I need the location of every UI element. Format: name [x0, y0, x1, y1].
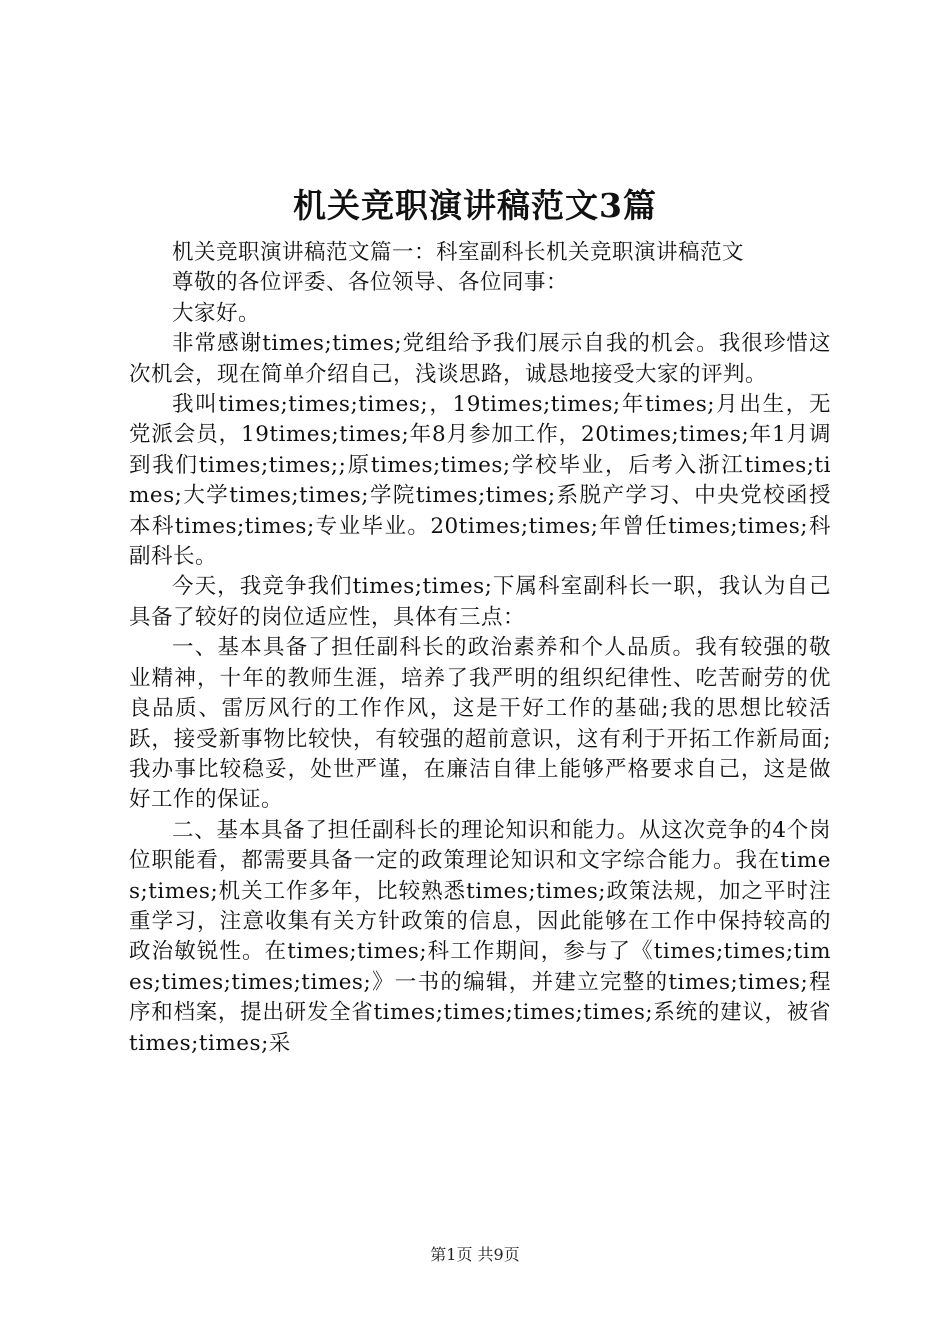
paragraph-point-one: 一、基本具备了担任副科长的政治素养和个人品质。我有较强的敬业精神，十年的教师生涯，培养了我严明的组织纪律性、吃苦耐劳的优良品质、雷厉风行的工作作风，这是干好工作的基础;我的思想比较活跃，接受新事物比较快，有较强的超前意识，这有利于开拓工作新局面;我办事比较稳妥，处世严谨，在廉洁自律上能够严格要求自己，这是做好工作的保证。	[129, 635, 831, 813]
paragraph-thanks: 非常感谢times;times;党组给予我们展示自我的机会。我很珍惜这次机会，现在简单介绍自己，浅谈思路，诚恳地接受大家的评判。	[129, 331, 831, 387]
document-body	[129, 238, 831, 1059]
paragraph-salutation: 尊敬的各位评委、各位领导、各位同事：	[172, 270, 569, 296]
page-number-footer: 第1页 共9页	[430, 1245, 520, 1264]
paragraph-point-two: 二、基本具备了担任副科长的理论知识和能力。从这次竞争的4个岗位职能看，都需要具备一定的政策理论知识和文字综合能力。我在times;times;机关工作多年，比较熟悉times;times;政策法规，加之平时注重学习，注意收集有关方针政策的信息，因此能够在工作中保持较高的政治敏锐性。在times;times;科工作期间，参与了《times;times;times;times;times;times;》一书的编辑，并建立完整的times;times;程序和档案，提出研发全省times;times;times;times;系统的建议，被省times;times;采	[129, 817, 831, 1056]
document-title: 机关竞职演讲稿范文3篇	[293, 186, 657, 225]
paragraph-greeting: 大家好。	[172, 300, 261, 326]
paragraph-heading-article-one: 机关竞职演讲稿范文篇一：科室副科长机关竞职演讲稿范文	[172, 240, 745, 265]
paragraph-self-introduction: 我叫times;times;times;，19times;times;年times;月出生，无党派会员，19times;times;年8月参加工作，20times;times;年1月调到我们times;times;;原times;times;学校毕业，后考入浙江times;times;大学times;times;学院times;times;系脱产学习、中央党校函授本科times;times;专业毕业。20times;times;年曾任times;times;科副科长。	[129, 392, 831, 570]
paragraph-position-statement: 今天，我竞争我们times;times;下属科室副科长一职，我认为自己具备了较好的岗位适应性，具体有三点：	[129, 574, 831, 630]
